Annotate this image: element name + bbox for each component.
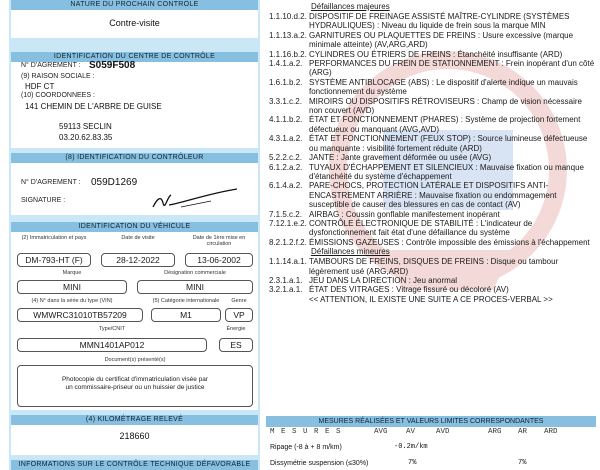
cap-date-circ: Date de 1ère mise en circulation <box>192 235 246 247</box>
defect-text: TAMBOURS DE FREINS, DISQUES DE FREINS : Disque ou tambour légèrement usé (ARG,ARD) <box>309 257 559 276</box>
type-field: MMN1401AP012 <box>17 338 207 352</box>
km-box <box>11 425 258 455</box>
defect-text: ÉTAT DES VITRAGES : Vitrage fissuré ou décoloré (AV) <box>309 285 509 295</box>
defect-text: ÉTAT ET FONCTIONNEMENT (PHARES) : Système de projection fortement défectueux ou manquant (AVG,AVD) <box>309 115 581 134</box>
col-av: AV <box>406 428 416 436</box>
cap-marque: Marque <box>62 270 82 276</box>
date-visite-field: 28-12-2022 <box>101 253 175 267</box>
defect-text: MIROIRS OU DISPOSITIFS RÉTROVISEURS : Champ de vision nécessaire non couvert (AVD) <box>309 96 582 116</box>
major-defect-row <box>269 153 597 162</box>
major-defect-row <box>269 238 597 247</box>
next-inspection-header: NATURE DU PROCHAIN CONTRÔLE <box>11 0 258 10</box>
col-ar: AR <box>518 428 528 436</box>
measures-columns <box>266 427 596 439</box>
vin-field: WMWRC31010TB57209 <box>17 308 143 322</box>
ripage-label: Ripage (-8 à + 8 m/km) <box>270 444 342 451</box>
km-header: (4) KILOMÉTRAGE RELEVÉ <box>11 415 258 425</box>
defect-code: 6.1.4.a.2. <box>269 181 303 191</box>
major-defect-row <box>269 59 597 78</box>
defect-text: JEU DANS LA DIRECTION : Jeu anormal <box>309 275 458 285</box>
defect-code: 1.1.14.a.1. <box>269 257 307 267</box>
col-ard: ARD <box>544 428 558 436</box>
vehicule-box <box>11 232 258 410</box>
major-defect-row <box>269 181 597 209</box>
centre-box <box>11 62 258 148</box>
controleur-box <box>11 163 258 215</box>
major-defect-row <box>269 134 597 153</box>
cap-genre: Genre <box>231 298 247 304</box>
designation-field: MINI <box>137 280 253 294</box>
vehicule-header: IDENTIFICATION DU VÉHICULE <box>11 222 258 232</box>
categorie-field: M1 <box>151 308 221 322</box>
centre-agrement-label: N° D'AGREMENT : <box>21 62 81 69</box>
date-circ-field: 13-06-2002 <box>185 253 253 267</box>
energie-field: ES <box>219 338 253 352</box>
cap-energie: Énergie <box>226 326 246 332</box>
cap-type: Type/CNIT <box>98 326 126 332</box>
minor-defect-row <box>269 276 597 285</box>
controleur-agrement-value: 059D1269 <box>91 177 138 188</box>
defect-text: AIRBAG : Coussin gonflable manifestement inopérant <box>309 209 500 219</box>
next-inspection-box <box>11 10 258 38</box>
defect-text: CYLINDRES OU ÉTRIERS DE FREINS : Étanchéité insuffisante (ARD) <box>309 49 563 59</box>
genre-field: VP <box>225 308 253 322</box>
col-avg: AVG <box>374 428 388 436</box>
defect-code: 1.1.10.d.2. <box>269 12 307 21</box>
defect-code: 8.2.1.2.f.2. <box>269 237 307 247</box>
next-inspection-value: Contre-visite <box>109 18 160 28</box>
major-defects <box>269 12 597 247</box>
minor-title: Défaillances mineures <box>311 247 390 257</box>
minor-defect-row <box>269 257 597 276</box>
centre-city: 59113 SECLIN <box>59 122 112 131</box>
major-defect-row <box>269 97 597 116</box>
defect-code: 6.1.2.a.2. <box>269 162 303 172</box>
defect-text: TUYAUX D'ÉCHAPPEMENT ET SILENCIEUX : Mauvaise fixation ou manque d'étanchéité du système d'échappement <box>309 162 584 181</box>
defect-code: 1.1.16.b.2. <box>269 49 307 59</box>
centre-raison-label: (9) RAISON SOCIALE : <box>21 73 95 80</box>
major-defect-row <box>269 210 597 219</box>
cap-date-visite: Date de visite <box>121 235 155 241</box>
cap-designation: Désignation commerciale <box>164 270 226 276</box>
defect-text: ÉMISSIONS GAZEUSES : Contrôle impossible des émissions à l'échappement <box>309 237 590 247</box>
minor-defect-row <box>269 285 597 294</box>
defect-code: 2.3.1.a.1. <box>269 275 303 285</box>
major-defect-row <box>269 219 597 238</box>
immat-field: DM-793-HT (F) <box>17 253 91 267</box>
defect-code: 1.6.1.b.2. <box>269 77 303 87</box>
defect-text: DISPOSITIF DE FREINAGE ASSISTÉ MAÎTRE-CYLINDRE (SYSTÈMES HYDRAULIQUES) : Niveau du liquide de frein sous la marque MIN <box>309 12 570 31</box>
defect-text: ÉTAT ET FONCTIONNEMENT (FEUX STOP) : Source lumineuse défectueuse ou manquante : visibilité fortement réduite (ARD) <box>309 134 588 153</box>
controleur-signature-label: SIGNATURE : <box>21 197 66 204</box>
controleur-header: (8) IDENTIFICATION DU CONTRÔLEUR <box>11 153 258 163</box>
right-panel <box>263 0 600 470</box>
col-avd: AVD <box>436 428 450 436</box>
centre-address: 141 CHEMIN DE L'ARBRE DE GUISE <box>25 102 162 111</box>
cap-vin: (4) N° dans la série du type (VIN) <box>31 298 113 304</box>
dissymetrie-av: 7% <box>408 459 417 467</box>
ripage-value: -0.2m/km <box>394 443 428 451</box>
centre-phone: 03.20.62.83.35 <box>59 133 113 142</box>
defect-code: 1.1.13.a.2. <box>269 30 307 40</box>
centre-coord-label: (10) COORDONNEES : <box>21 92 95 99</box>
left-panel <box>9 0 260 470</box>
defect-text: JANTE : Jante gravement déformée ou usée (AVG) <box>309 153 492 163</box>
signature-image <box>141 185 241 213</box>
defect-code: 3.2.1.a.1. <box>269 285 303 295</box>
major-defect-row <box>269 50 597 59</box>
defect-text: CONTRÔLE ÉLECTRONIQUE DE STABILITÉ : L'indicateur de dysfonctionnement fait état d'une défaillance du système <box>309 218 533 238</box>
minor-defects <box>269 257 597 295</box>
major-defect-row <box>269 163 597 182</box>
defect-code: 7.12.1.e.2. <box>269 218 307 228</box>
defect-code: 5.2.2.c.2. <box>269 153 302 163</box>
dissymetrie-label: Dissymétrie suspension (≤30%) <box>270 460 369 467</box>
dissymetrie-row <box>266 459 596 470</box>
warning-text: << ATTENTION, IL EXISTE UNE SUITE A CE PROCES-VERBAL >> <box>309 294 553 304</box>
warning-row <box>269 295 597 304</box>
col-mesures: M E S U R E S <box>270 428 342 436</box>
centre-raison-value: HDF CT <box>25 82 55 91</box>
ripage-row <box>266 443 596 455</box>
defect-text: PARE-CHOCS, PROTECTION LATÉRALE ET DISPOSITIFS ANTI-ENCASTREMENT ARRIÈRE : Mauvaise fixation ou endommagement susceptible de causer des blessures en cas de contact (AV) <box>309 181 557 210</box>
defect-text: GARNITURES OU PLAQUETTES DE FREINS : Usure excessive (marque minimale atteinte) (AV,ARG,ARD) <box>309 30 574 50</box>
marque-field: MINI <box>17 280 127 294</box>
major-defect-row <box>269 12 597 31</box>
dissymetrie-ar: 7% <box>518 459 527 467</box>
defect-text: PERFORMANCES DU FREIN DE STATIONNEMENT : Frein inopérant d'un côté (ARG) <box>309 59 595 78</box>
centre-header: IDENTIFICATION DU CENTRE DE CONTRÔLE <box>11 52 258 62</box>
bottom-header: INFORMATIONS SUR LE CONTRÔLE TECHNIQUE DÉFAVORABLE <box>11 460 258 470</box>
defect-code: 7.1.5.c.2. <box>269 209 302 219</box>
defect-text: SYSTÈME ANTIBLOCAGE (ABS) : Le dispositif d'alerte indique un mauvais fonctionnement du système <box>309 77 578 97</box>
cap-immat: (2) Immatriculation et pays <box>21 235 87 241</box>
cap-docs: Document(s) présenté(s) <box>104 357 166 363</box>
defect-code: 4.3.1.a.2. <box>269 134 303 144</box>
major-defect-row <box>269 115 597 134</box>
measures-header: MESURES RÉALISÉES ET VALEURS LIMITES CORRESPONDANTES <box>266 416 596 427</box>
col-arg: ARG <box>488 428 502 436</box>
major-defect-row <box>269 31 597 50</box>
major-defect-row <box>269 78 597 97</box>
defect-code: 3.3.1.c.2. <box>269 96 302 106</box>
controleur-agrement-label: N° D'AGREMENT : <box>21 179 81 186</box>
defect-code: 1.4.1.a.2. <box>269 59 303 69</box>
docs-field: Photocopie du certificat d'immatriculation visée par un commissaire-priseur ou un huissier de justice <box>17 365 253 407</box>
defects-list <box>269 2 597 304</box>
cap-categorie: (5) Catégorie internationale <box>152 298 220 304</box>
centre-agrement-value: S059F508 <box>89 60 136 71</box>
km-value: 218660 <box>119 431 150 441</box>
defect-code: 4.1.1.b.2. <box>269 115 303 125</box>
major-title: Défaillances majeures <box>311 2 390 11</box>
